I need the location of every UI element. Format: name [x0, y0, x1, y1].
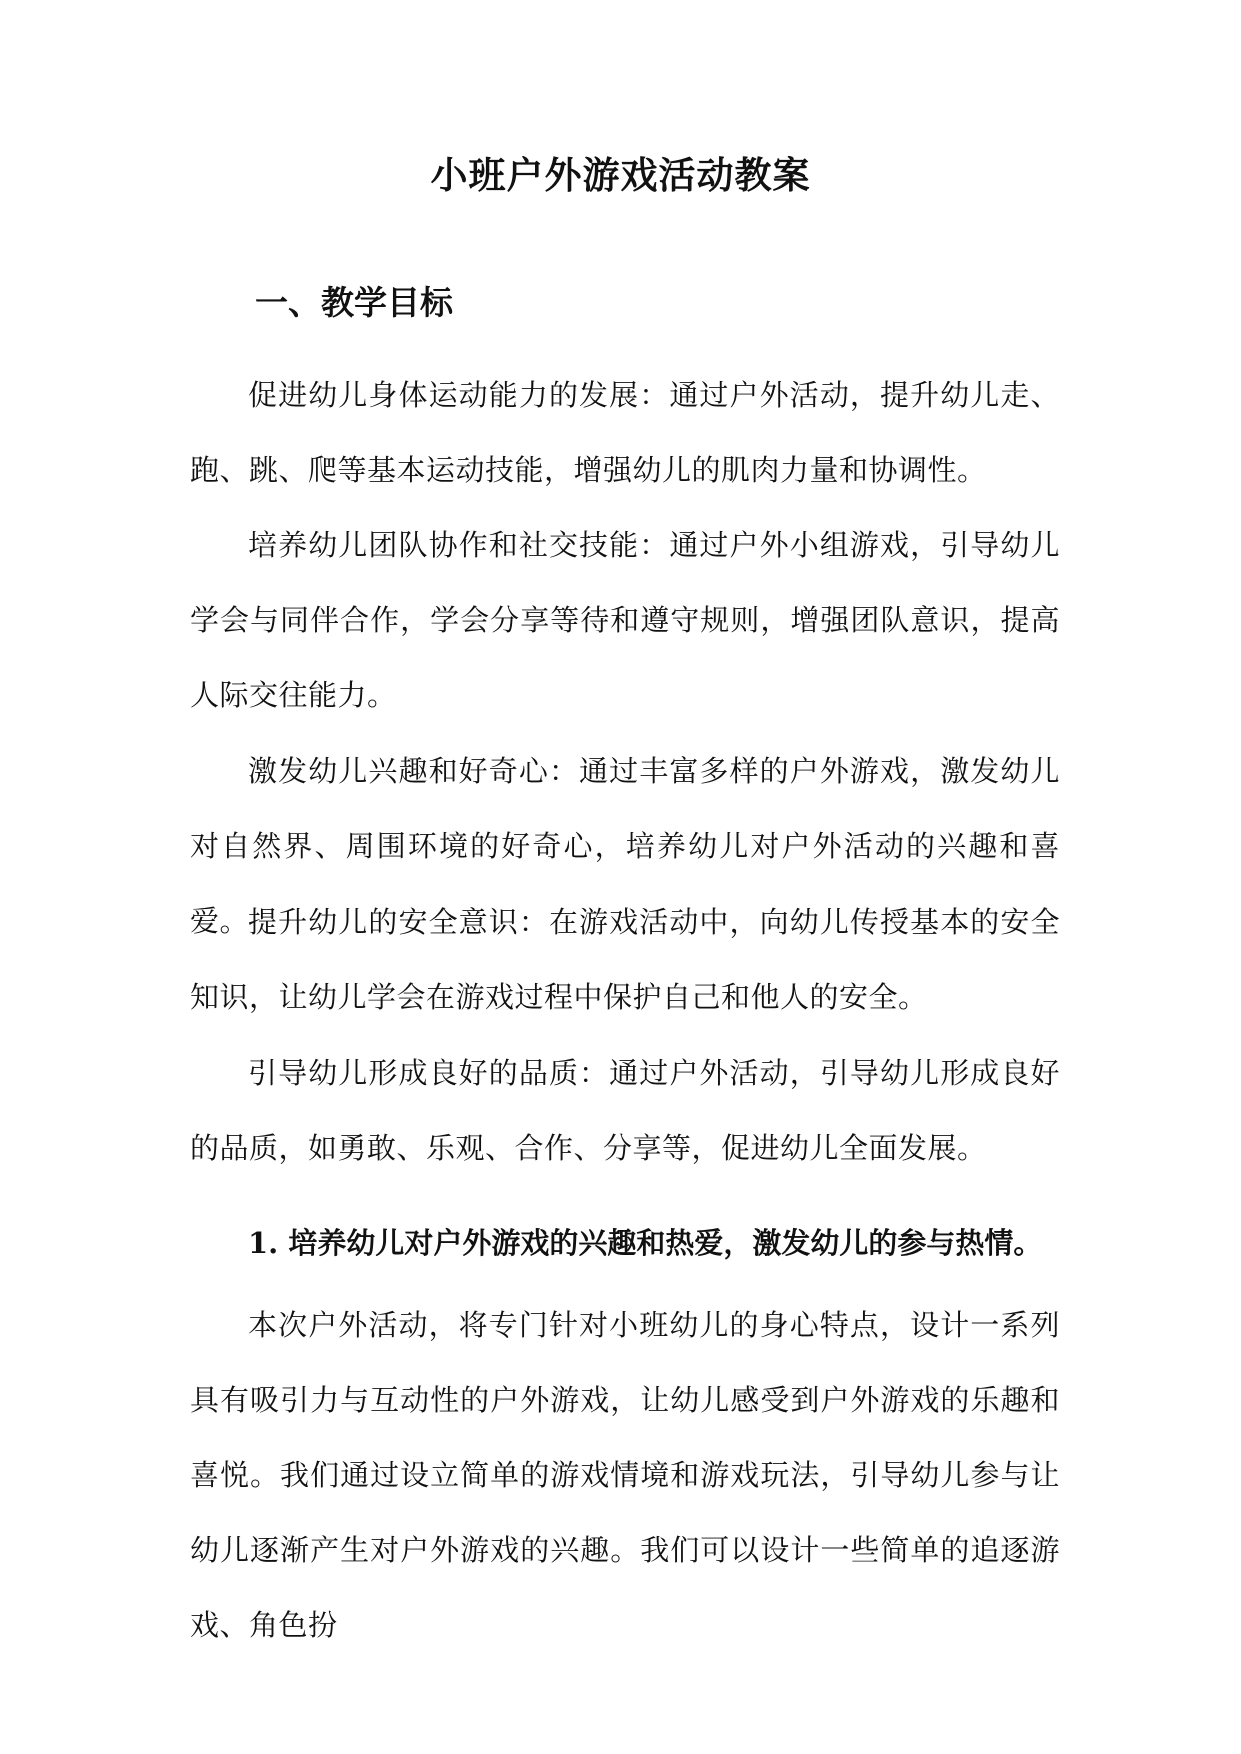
- paragraph-curiosity: 激发幼儿兴趣和好奇心：通过丰富多样的户外游戏，激发幼儿对自然界、周围环境的好奇心，培养幼儿对户外活动的兴趣和喜爱。: [190, 754, 1060, 938]
- paragraph-activity-description: 本次户外活动，将专门针对小班幼儿的身心特点，设计一系列具有吸引力与互动性的户外游戏，让幼儿感受到户外游戏的乐趣和喜悦。我们通过设立简单的游戏情境和游戏玩法，引导幼儿参与让幼儿逐渐产生对户外游戏的兴趣。我们可以设计一些简单的追逐游戏、角色扮: [190, 1308, 1060, 1642]
- paragraph-motor-skills: 促进幼儿身体运动能力的发展：通过户外活动，提升幼儿走、跑、跳、爬等基本运动技能，增强幼儿的肌肉力量和协调性。: [190, 378, 1060, 487]
- paragraph-teamwork: 培养幼儿团队协作和社交技能：通过户外小组游戏，引导幼儿学会与同伴合作，学会分享等待和遵守规则，增强团队意识，提高人际交往能力。: [190, 528, 1060, 712]
- subheading-interest: 1. 培养幼儿对户外游戏的兴趣和热爱，激发幼儿的参与热情。: [248, 1226, 1043, 1260]
- paragraph-qualities: 引导幼儿形成良好的品质：通过户外活动，引导幼儿形成良好的品质，如勇敢、乐观、合作、分享等，促进幼儿全面发展。: [190, 1056, 1060, 1165]
- document-title: 小班户外游戏活动教案: [430, 153, 811, 197]
- section-heading-teaching-goals: 一、教学目标: [255, 283, 453, 322]
- paragraph-safety: 提升幼儿的安全意识：在游戏活动中，向幼儿传授基本的安全知识，让幼儿学会在游戏过程中保护自己和他人的安全。: [190, 905, 1060, 1014]
